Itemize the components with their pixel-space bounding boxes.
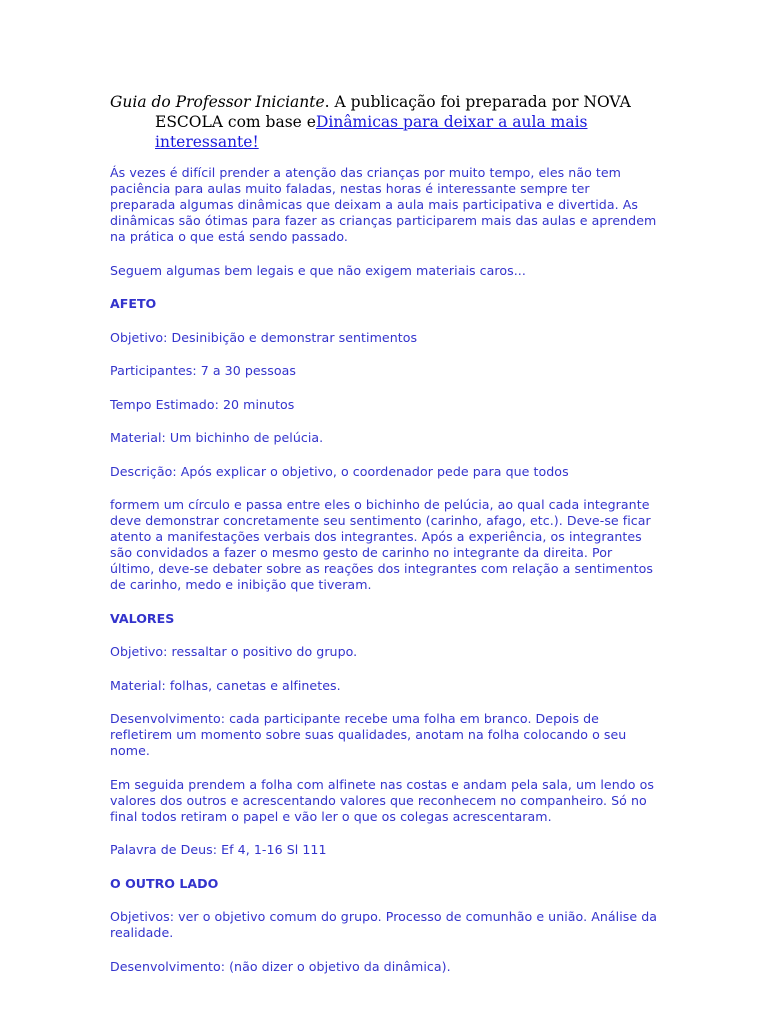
dinamicas-link[interactable]: Dinâmicas para deixar a aula mais interessante! [155,113,588,151]
valores-material: Material: folhas, canetas e alfinetes. [110,677,341,693]
afeto-descricao-continuation: formem um círculo e passa entre eles o bichinho de pelúcia, ao qual cada integrante deve demonstrar concretamente seu sentimento (carinho, afago, etc.). Deve-se ficar atento a manifestações verbais dos integrantes. Após a experiência, os integrantes são convidados a fazer o mesmo gesto de carinho no integrante da direita. Por último, deve-se debater sobre as reações dos integrantes com relação a sentimentos de carinho, medo e inibição que tiveram. [110,497,653,592]
intro-body-paragraph: Ás vezes é difícil prender a atenção das crianças por muito tempo, eles não tem paciência para aulas muito faladas, nestas horas é interessante sempre ter preparada algumas dinâmicas que deixam a aula mais participativa e divertida. As dinâmicas são ótimas para fazer as crianças participarem mais das aulas e aprendem na prática o que está sendo passado. [110,165,657,244]
valores-palavra: Palavra de Deus: Ef 4, 1-16 Sl 111 [110,842,327,857]
afeto-participantes: Participantes: 7 a 30 pessoas [110,363,297,378]
seguem-paragraph: Seguem algumas bem legais e que não exigem materiais caros... [110,262,526,278]
outro-lado-objetivos: Objetivos: ver o objetivo comum do grupo. Processo de comunhão e união. Análise da realidade. [110,909,658,940]
intro-paragraph [110,92,658,152]
intro-indented-line [110,112,658,152]
valores-desenvolvimento: Desenvolvimento: cada participante recebe uma folha em branco. Depois de refletirem um momento sobre suas qualidades, anotam na folha colocando o seu nome. [110,711,627,758]
section-heading-afeto: AFETO [110,296,157,311]
valores-objetivo: Objetivo: ressaltar o positivo do grupo. [110,644,358,659]
afeto-material: Material: Um bichinho de pelúcia. [110,430,324,445]
valores-seguida: Em seguida prendem a folha com alfinete nas costas e andam pela sala, um lendo os valores dos outros e acrescentando valores que reconhecem no companheiro. Só no final todos retiram o papel e vão ler o que os colegas acrescentaram. [110,776,654,824]
section-heading-outro-lado: O OUTRO LADO [110,875,219,891]
outro-lado-desenvolvimento: Desenvolvimento: (não dizer o objetivo da dinâmica). [110,958,451,974]
intro-text: . A publicação foi preparada por NOVA [324,93,631,111]
afeto-descricao: Descrição: Após explicar o objetivo, o coordenador pede para que todos [110,463,569,479]
afeto-tempo: Tempo Estimado: 20 minutos [110,396,295,412]
intro-text-second-line: ESCOLA com base e [155,113,316,131]
section-heading-valores: VALORES [110,610,175,626]
document-page [110,92,658,992]
afeto-objetivo: Objetivo: Desinibição e demonstrar sentimentos [110,329,418,345]
guide-title: Guia do Professor Iniciante [110,93,325,111]
